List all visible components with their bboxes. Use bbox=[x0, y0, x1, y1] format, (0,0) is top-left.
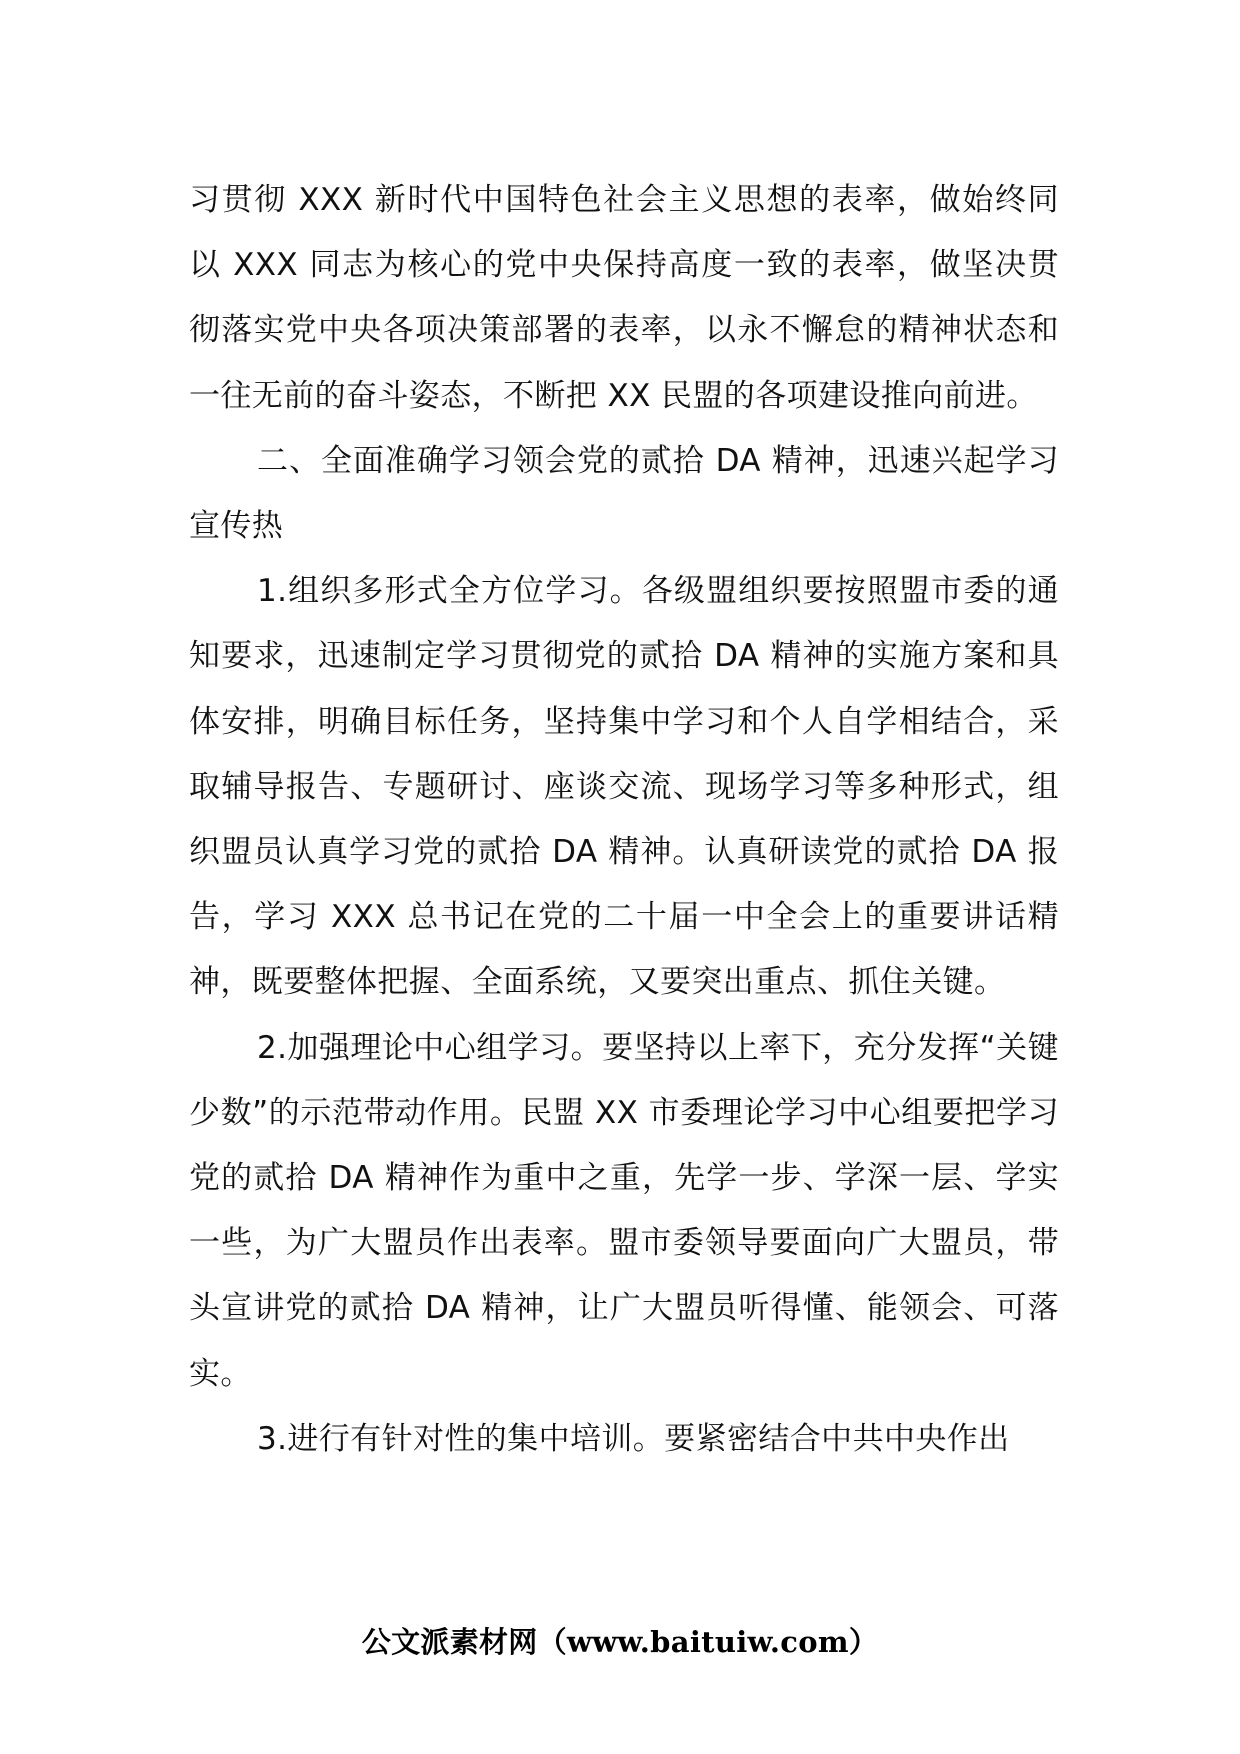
footer-watermark: 公文派素材网（www.baituiw.com） bbox=[361, 1625, 879, 1659]
paragraph-item-3: 3.进行有针对性的集中培训。要紧密结合中共中央作出 bbox=[257, 1420, 1010, 1457]
document-body bbox=[189, 168, 1059, 1472]
section-heading: 二、全面准确学习领会党的贰拾 DA 精神，迅速兴起学习宣传热 bbox=[189, 442, 1059, 545]
paragraph-item-2: 2.加强理论中心组学习。要坚持以上率下，充分发挥“关键少数”的示范带动作用。民盟 XX 市委理论学习中心组要把学习党的贰拾 DA 精神作为重中之重，先学一步、学深一层、学实一些，为广大盟员作出表率。盟市委领导要面向广大盟员，带头宣讲党的贰拾 DA 精神，让广大盟员听得懂、能领会、可落实。 bbox=[189, 1029, 1059, 1392]
paragraph-item-1: 1.组织多形式全方位学习。各级盟组织要按照盟市委的通知要求，迅速制定学习贯彻党的贰拾 DA 精神的实施方案和具体安排，明确目标任务，坚持集中学习和个人自学相结合，采取辅导报告、专题研讨、座谈交流、现场学习等多种形式，组织盟员认真学习党的贰拾 DA 精神。认真研读党的贰拾 DA 报告，学习 XXX 总书记在党的二十届一中全会上的重要讲话精神，既要整体把握、全面系统，又要突出重点、抓住关键。 bbox=[189, 573, 1059, 1001]
paragraph-continuation: 习贯彻 XXX 新时代中国特色社会主义思想的表率，做始终同以 XXX 同志为核心的党中央保持高度一致的表率，做坚决贯彻落实党中央各项决策部署的表率，以永不懈怠的精神状态和一往无前的奋斗姿态，不断把 XX 民盟的各项建设推向前进。 bbox=[189, 182, 1059, 414]
